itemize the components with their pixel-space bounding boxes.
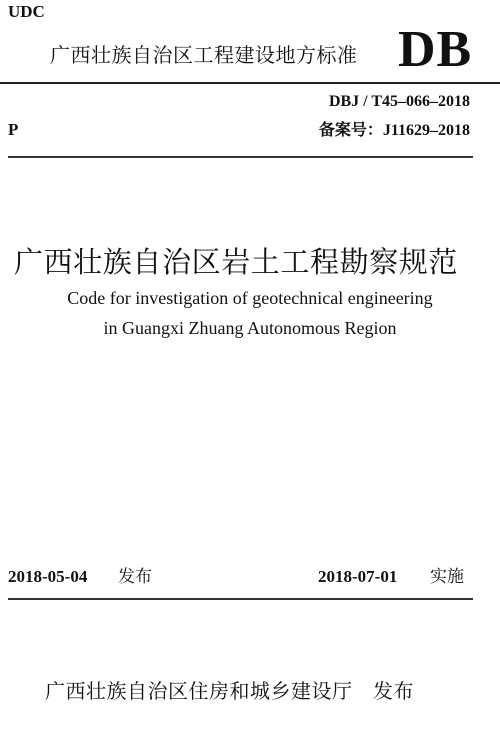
middle-rule xyxy=(8,156,473,158)
implement-label: 实施 xyxy=(430,567,464,587)
title-english-line1: Code for investigation of geotechnical engineering xyxy=(67,288,433,308)
implement-date: 2018-07-01 xyxy=(318,567,398,586)
db-mark: DB xyxy=(398,21,473,78)
standard-category: 广西壮族自治区工程建设地方标准 xyxy=(50,43,358,67)
udc-label: UDC xyxy=(8,2,45,21)
bottom-rule xyxy=(8,598,473,600)
title-chinese: 广西壮族自治区岩土工程勘察规范 xyxy=(14,245,459,279)
publish-date: 2018-05-04 xyxy=(8,567,88,586)
publish-label: 发布 xyxy=(118,567,152,587)
standard-number: DBJ / T45–066–2018 xyxy=(328,93,470,110)
record-label: 备案号： xyxy=(318,120,383,139)
record-number-line xyxy=(319,120,470,141)
top-rule xyxy=(0,82,500,84)
record-number: J11629–2018 xyxy=(382,122,470,139)
classification-code: P xyxy=(8,120,19,139)
title-english-line2: in Guangxi Zhuang Autonomous Region xyxy=(103,318,397,338)
issuer: 广西壮族自治区住房和城乡建设厅 发布 xyxy=(45,679,414,703)
